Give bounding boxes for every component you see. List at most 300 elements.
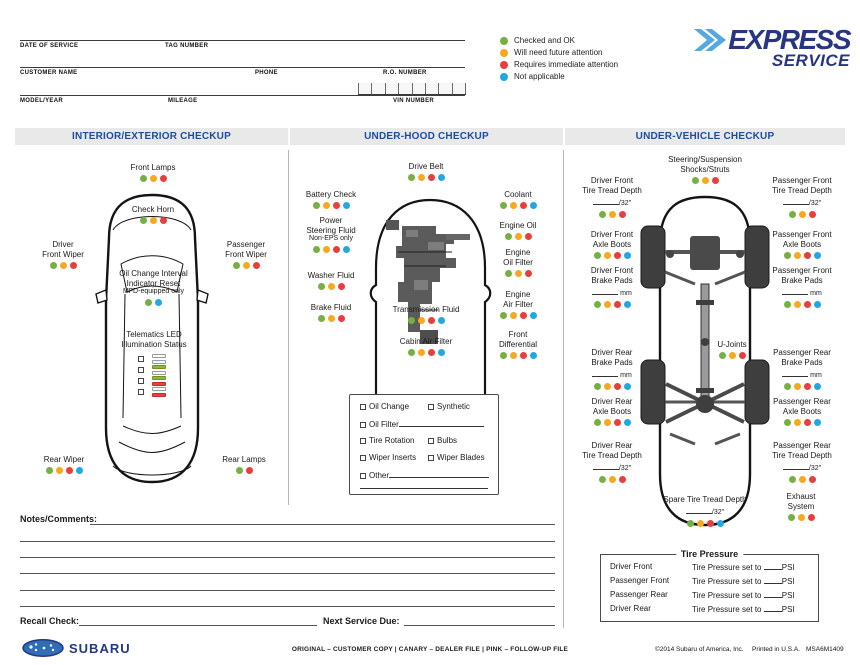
- notes-line[interactable]: [20, 541, 555, 542]
- status-dot-yellow[interactable]: [604, 252, 611, 259]
- status-dot-yellow[interactable]: [794, 252, 801, 259]
- notes-line[interactable]: [20, 606, 555, 607]
- status-dots[interactable]: [292, 202, 370, 209]
- check-item-rear-wiper: [20, 455, 108, 474]
- status-dot-red[interactable]: [428, 174, 435, 181]
- services-extra-line[interactable]: [360, 488, 488, 489]
- status-dot-red[interactable]: [70, 262, 77, 269]
- status-dot-yellow[interactable]: [697, 520, 704, 527]
- status-dots[interactable]: [756, 252, 848, 259]
- oil-filter-write-in[interactable]: [399, 419, 484, 427]
- status-dot-red[interactable]: [619, 476, 626, 483]
- status-dots[interactable]: [566, 301, 658, 308]
- legend-dot-green: [500, 37, 508, 45]
- item-label: Oil Change Interval: [119, 269, 188, 278]
- ro-number-label: R.O. NUMBER: [383, 70, 427, 76]
- tire-pressure-row-label: Driver Rear: [610, 604, 651, 613]
- other-write-in[interactable]: [389, 470, 489, 478]
- item-label: Passenger Front: [772, 266, 832, 275]
- psi-blank[interactable]: [764, 562, 782, 570]
- service-label: Wiper Inserts: [369, 453, 417, 462]
- service-option-wiper-blades: [428, 453, 485, 462]
- status-dot-red[interactable]: [804, 252, 811, 259]
- status-dot-blue[interactable]: [624, 383, 631, 390]
- measurement-field: [756, 287, 848, 298]
- item-label: Transmission Fluid: [392, 305, 460, 314]
- status-dot-green[interactable]: [719, 352, 726, 359]
- measure-unit: mm: [810, 289, 822, 297]
- measure-unit: mm: [620, 289, 632, 297]
- status-dot-red[interactable]: [808, 514, 815, 521]
- tire-pressure-row-label: Passenger Front: [610, 576, 670, 585]
- item-label: System: [787, 501, 815, 511]
- status-dot-red[interactable]: [614, 383, 621, 390]
- measure-blank[interactable]: [783, 197, 809, 205]
- status-dot-blue[interactable]: [438, 317, 445, 324]
- status-dot-red[interactable]: [428, 317, 435, 324]
- status-dot-green[interactable]: [500, 202, 507, 209]
- item-label: Power: [319, 216, 343, 225]
- status-dot-blue[interactable]: [814, 252, 821, 259]
- status-dot-yellow[interactable]: [604, 419, 611, 426]
- check-item-front-lamps: [103, 163, 203, 182]
- status-dot-blue[interactable]: [343, 246, 350, 253]
- service-option-other: [360, 470, 489, 480]
- check-item-driver-front-brake-pads: [566, 266, 658, 308]
- status-dots[interactable]: [756, 476, 848, 483]
- status-dots[interactable]: [756, 383, 848, 390]
- status-dot-red[interactable]: [520, 352, 527, 359]
- synthetic-checkbox[interactable]: [428, 404, 434, 410]
- telematics-led-status: [98, 330, 210, 349]
- status-dot-green[interactable]: [233, 262, 240, 269]
- next-service-due-line[interactable]: [404, 625, 555, 626]
- measure-blank[interactable]: [782, 369, 808, 377]
- status-dot-green[interactable]: [408, 349, 415, 356]
- oil-change-checkbox[interactable]: [360, 404, 366, 410]
- status-dot-green[interactable]: [599, 476, 606, 483]
- status-dot-yellow[interactable]: [609, 476, 616, 483]
- status-dot-red[interactable]: [253, 262, 260, 269]
- status-dots[interactable]: [566, 252, 658, 259]
- tire-pressure-row-value: [692, 604, 795, 614]
- check-item-check-horn: [103, 205, 203, 224]
- status-dots[interactable]: [478, 233, 558, 240]
- status-dot-red[interactable]: [804, 419, 811, 426]
- status-dot-red[interactable]: [520, 202, 527, 209]
- status-dot-blue[interactable]: [814, 301, 821, 308]
- measure-unit: /32": [618, 464, 632, 472]
- status-dot-green[interactable]: [505, 270, 512, 277]
- check-item-driver-rear-tire-tread: [566, 441, 658, 483]
- status-dot-yellow[interactable]: [604, 301, 611, 308]
- status-dots[interactable]: [478, 312, 558, 319]
- check-item-spare-tire-tread: [645, 495, 765, 527]
- status-dots[interactable]: [566, 211, 658, 218]
- check-item-battery-check: [292, 190, 370, 209]
- item-label: Rear Wiper: [43, 455, 85, 464]
- status-dot-green[interactable]: [140, 175, 147, 182]
- check-item-driver-front-axle-boots: [566, 230, 658, 259]
- status-dot-red[interactable]: [614, 301, 621, 308]
- under-hood-header: UNDER-HOOD CHECKUP: [290, 128, 563, 145]
- telematics-checkbox[interactable]: [138, 356, 144, 362]
- status-dot-green[interactable]: [594, 383, 601, 390]
- status-dot-red[interactable]: [333, 202, 340, 209]
- measure-unit: /32": [618, 199, 632, 207]
- measurement-field: [756, 462, 848, 473]
- status-dot-green[interactable]: [788, 514, 795, 521]
- status-dots[interactable]: [645, 520, 765, 527]
- status-dots[interactable]: [566, 476, 658, 483]
- status-dot-yellow[interactable]: [418, 174, 425, 181]
- status-dot-green[interactable]: [784, 252, 791, 259]
- item-label: Steering Fluid: [306, 225, 356, 235]
- tire-pressure-row-value: [692, 576, 795, 586]
- item-label: Passenger Rear: [773, 441, 831, 450]
- status-dots[interactable]: [566, 419, 658, 426]
- status-dot-red[interactable]: [809, 211, 816, 218]
- status-dot-yellow[interactable]: [328, 283, 335, 290]
- status-dot-yellow[interactable]: [323, 202, 330, 209]
- status-dot-green[interactable]: [500, 312, 507, 319]
- status-dot-red[interactable]: [614, 419, 621, 426]
- status-dot-green[interactable]: [408, 174, 415, 181]
- status-dot-red[interactable]: [739, 352, 746, 359]
- status-dot-yellow[interactable]: [500, 49, 508, 57]
- status-dot-green[interactable]: [784, 419, 791, 426]
- engine-bay-drawing: [368, 190, 493, 400]
- status-dot-red[interactable]: [614, 252, 621, 259]
- status-dot-red[interactable]: [525, 233, 532, 240]
- status-dot-yellow[interactable]: [323, 246, 330, 253]
- status-dot-blue[interactable]: [624, 301, 631, 308]
- notes-line[interactable]: [90, 524, 555, 525]
- service-label: Wiper Blades: [437, 453, 485, 462]
- status-dot-red[interactable]: [804, 301, 811, 308]
- legend-item-checked-ok: [500, 36, 575, 45]
- wiper-blades-checkbox[interactable]: [428, 455, 434, 461]
- item-label: Driver Rear: [591, 397, 633, 406]
- status-dot-red[interactable]: [160, 175, 167, 182]
- vin-number-field[interactable]: [358, 83, 466, 95]
- led-bar-red: [152, 382, 166, 386]
- notes-comments-label: Notes/Comments:: [20, 514, 98, 524]
- item-label: Driver Front: [590, 266, 634, 275]
- status-dot-blue[interactable]: [438, 174, 445, 181]
- status-dot-yellow[interactable]: [794, 301, 801, 308]
- item-label: Coolant: [504, 190, 532, 199]
- status-dots[interactable]: [478, 270, 558, 277]
- status-dots[interactable]: [103, 175, 203, 182]
- service-option-tire-rotation: [360, 436, 415, 445]
- status-dot-green[interactable]: [692, 177, 699, 184]
- status-dot-red[interactable]: [520, 312, 527, 319]
- led-bar-empty: [152, 387, 166, 391]
- status-dots[interactable]: [756, 301, 848, 308]
- status-dot-green[interactable]: [784, 383, 791, 390]
- status-dot-red[interactable]: [712, 177, 719, 184]
- status-dot-yellow[interactable]: [799, 211, 806, 218]
- psi-label: PSI: [781, 563, 795, 572]
- status-dot-red[interactable]: [809, 476, 816, 483]
- status-dots[interactable]: [700, 352, 764, 359]
- item-label: Axle Boots: [782, 239, 822, 249]
- notes-line[interactable]: [20, 557, 555, 558]
- status-dot-red[interactable]: [338, 315, 345, 322]
- status-dot-red[interactable]: [246, 467, 253, 474]
- status-dot-red[interactable]: [338, 283, 345, 290]
- item-label: Tire Tread Depth: [582, 185, 642, 195]
- psi-blank[interactable]: [764, 590, 782, 598]
- item-label: Exhaust: [786, 492, 816, 501]
- led-bar-empty: [152, 371, 166, 375]
- status-dot-green[interactable]: [789, 476, 796, 483]
- status-dots[interactable]: [376, 349, 476, 356]
- logo-service-text: SERVICE: [771, 51, 850, 70]
- measure-blank[interactable]: [782, 287, 808, 295]
- status-dots[interactable]: [20, 467, 108, 474]
- status-dot-yellow[interactable]: [794, 383, 801, 390]
- set-to-label: Tire Pressure set to: [692, 591, 762, 600]
- measure-blank[interactable]: [592, 369, 618, 377]
- psi-blank[interactable]: [764, 604, 782, 612]
- check-item-brake-fluid: [292, 303, 370, 322]
- check-item-driver-rear-brake-pads: [566, 348, 658, 390]
- tire-pressure-row-value: [692, 562, 795, 572]
- status-dot-red[interactable]: [525, 270, 532, 277]
- measure-blank[interactable]: [783, 462, 809, 470]
- oil-filter-checkbox[interactable]: [360, 422, 366, 428]
- telematics-checkbox[interactable]: [138, 389, 144, 395]
- column-divider-1: [288, 150, 289, 505]
- item-label: Driver Front: [590, 230, 634, 239]
- measure-unit: /32": [808, 199, 822, 207]
- item-label: Cabin Air Filter: [399, 337, 453, 346]
- item-label: Axle Boots: [592, 406, 632, 416]
- status-dot-green[interactable]: [594, 252, 601, 259]
- item-label: Air Filter: [503, 299, 533, 309]
- status-dot-yellow[interactable]: [328, 315, 335, 322]
- model-year-label: MODEL/YEAR: [20, 98, 64, 104]
- status-dot-yellow[interactable]: [150, 217, 157, 224]
- status-dot-yellow[interactable]: [510, 312, 517, 319]
- item-sublabel: MFD-equipped only: [122, 288, 185, 296]
- status-dot-yellow[interactable]: [604, 383, 611, 390]
- recall-check-line[interactable]: [79, 625, 317, 626]
- logo-arrow-icon: [694, 28, 726, 52]
- status-dot-yellow[interactable]: [515, 270, 522, 277]
- check-item-passenger-front-tire-tread: [756, 176, 848, 218]
- check-item-driver-rear-axle-boots: [566, 397, 658, 426]
- psi-label: PSI: [781, 605, 795, 614]
- status-dot-green[interactable]: [145, 299, 152, 306]
- status-dots[interactable]: [756, 211, 848, 218]
- item-label: Check Horn: [131, 205, 175, 214]
- status-dot-green[interactable]: [687, 520, 694, 527]
- status-dot-yellow[interactable]: [418, 349, 425, 356]
- status-dots[interactable]: [478, 202, 558, 209]
- status-dot-red[interactable]: [333, 246, 340, 253]
- status-dot-blue[interactable]: [530, 312, 537, 319]
- tire-pressure-title: Tire Pressure: [676, 549, 743, 559]
- status-dot-yellow[interactable]: [729, 352, 736, 359]
- status-dot-yellow[interactable]: [243, 262, 250, 269]
- status-dot-green[interactable]: [236, 467, 243, 474]
- wiper-inserts-checkbox[interactable]: [360, 455, 366, 461]
- item-label: Passenger: [226, 240, 266, 249]
- tire-pressure-row-value: [692, 590, 795, 600]
- status-dots[interactable]: [200, 262, 292, 269]
- status-dot-red[interactable]: [707, 520, 714, 527]
- status-dots[interactable]: [566, 383, 658, 390]
- status-dot-green[interactable]: [318, 283, 325, 290]
- status-dot-blue[interactable]: [624, 252, 631, 259]
- status-dot-yellow[interactable]: [794, 419, 801, 426]
- status-dot-blue[interactable]: [530, 202, 537, 209]
- status-dot-green[interactable]: [408, 317, 415, 324]
- measurement-field: [566, 287, 658, 298]
- status-dots[interactable]: [478, 352, 558, 359]
- telematics-checkbox[interactable]: [138, 378, 144, 384]
- check-item-passenger-rear-brake-pads: [756, 348, 848, 390]
- item-label: Axle Boots: [782, 406, 822, 416]
- status-dots[interactable]: [756, 419, 848, 426]
- check-item-passenger-rear-axle-boots: [756, 397, 848, 426]
- service-option-oil-change: [360, 402, 409, 411]
- status-dot-yellow[interactable]: [702, 177, 709, 184]
- status-dot-blue[interactable]: [500, 73, 508, 81]
- status-dot-red[interactable]: [619, 211, 626, 218]
- status-dot-yellow[interactable]: [56, 467, 63, 474]
- status-dot-yellow[interactable]: [60, 262, 67, 269]
- tire-pressure-row-label: Passenger Rear: [610, 590, 668, 599]
- bulbs-checkbox[interactable]: [428, 438, 434, 444]
- item-label: Engine: [505, 290, 531, 299]
- notes-line[interactable]: [20, 573, 555, 574]
- status-dot-blue[interactable]: [624, 419, 631, 426]
- service-label: Tire Rotation: [369, 436, 415, 445]
- status-dot-green[interactable]: [594, 301, 601, 308]
- legend-label: Requires immediate attention: [514, 60, 619, 69]
- telematics-option-row: [138, 365, 166, 375]
- status-dot-red[interactable]: [500, 61, 508, 69]
- check-item-u-joints: [700, 340, 764, 359]
- measure-blank[interactable]: [593, 197, 619, 205]
- status-dot-green[interactable]: [594, 419, 601, 426]
- psi-label: PSI: [781, 577, 795, 586]
- measure-blank[interactable]: [592, 287, 618, 295]
- item-label: Spare Tire Tread Depth: [663, 495, 747, 504]
- status-dots[interactable]: [18, 262, 108, 269]
- status-dot-green[interactable]: [500, 37, 508, 45]
- service-option-synthetic: [428, 402, 470, 411]
- measure-blank[interactable]: [686, 506, 712, 514]
- psi-blank[interactable]: [764, 576, 782, 584]
- status-dot-blue[interactable]: [438, 349, 445, 356]
- check-item-rear-lamps: [200, 455, 288, 474]
- status-dot-green[interactable]: [50, 262, 57, 269]
- status-dots[interactable]: [376, 174, 476, 181]
- status-dot-green[interactable]: [599, 211, 606, 218]
- legend-label: Not applicable: [514, 72, 565, 81]
- item-label: Brake Pads: [781, 357, 823, 367]
- status-dot-green[interactable]: [505, 233, 512, 240]
- service-label: Other: [369, 471, 390, 480]
- telematics-checkbox[interactable]: [138, 367, 144, 373]
- status-dots[interactable]: [292, 246, 370, 253]
- status-dots[interactable]: [96, 299, 211, 306]
- tire-rotation-checkbox[interactable]: [360, 438, 366, 444]
- status-dot-green[interactable]: [789, 211, 796, 218]
- status-dot-green[interactable]: [46, 467, 53, 474]
- status-dot-yellow[interactable]: [510, 352, 517, 359]
- status-dots[interactable]: [770, 514, 832, 521]
- status-dot-green[interactable]: [313, 202, 320, 209]
- status-dot-yellow[interactable]: [150, 175, 157, 182]
- status-dots[interactable]: [103, 217, 203, 224]
- status-dot-blue[interactable]: [814, 419, 821, 426]
- measure-blank[interactable]: [593, 462, 619, 470]
- check-item-passenger-front-wiper: [200, 240, 292, 269]
- status-dot-blue[interactable]: [717, 520, 724, 527]
- status-dots[interactable]: [376, 317, 476, 324]
- check-item-cabin-air-filter: [376, 337, 476, 356]
- status-dot-red[interactable]: [66, 467, 73, 474]
- status-dots[interactable]: [645, 177, 765, 184]
- status-dots[interactable]: [292, 315, 370, 322]
- check-item-power-steering-fluid: [292, 216, 370, 253]
- check-item-coolant: [478, 190, 558, 209]
- status-dot-green[interactable]: [313, 246, 320, 253]
- status-dot-yellow[interactable]: [609, 211, 616, 218]
- status-dot-green[interactable]: [784, 301, 791, 308]
- status-dot-yellow[interactable]: [418, 317, 425, 324]
- set-to-label: Tire Pressure set to: [692, 563, 762, 572]
- undercarriage-drawing: [640, 192, 770, 530]
- status-dot-red[interactable]: [160, 217, 167, 224]
- check-item-engine-oil: [478, 221, 558, 240]
- led-bar-green: [152, 365, 166, 369]
- status-dot-red[interactable]: [428, 349, 435, 356]
- status-dot-blue[interactable]: [155, 299, 162, 306]
- status-dot-blue[interactable]: [76, 467, 83, 474]
- status-dot-blue[interactable]: [814, 383, 821, 390]
- logo-express-text: EXPRESS: [728, 24, 850, 55]
- status-dot-yellow[interactable]: [798, 514, 805, 521]
- status-dot-green[interactable]: [140, 217, 147, 224]
- status-dot-yellow[interactable]: [799, 476, 806, 483]
- status-dot-green[interactable]: [500, 352, 507, 359]
- legend-label: Will need future attention: [514, 48, 603, 57]
- status-dot-yellow[interactable]: [510, 202, 517, 209]
- status-dot-yellow[interactable]: [515, 233, 522, 240]
- status-dot-blue[interactable]: [530, 352, 537, 359]
- item-label: Tire Tread Depth: [772, 450, 832, 460]
- form-part-number: MSA6M1409: [806, 646, 844, 653]
- item-label: Oil Filter: [503, 257, 533, 267]
- other-checkbox[interactable]: [360, 473, 366, 479]
- status-dots[interactable]: [292, 283, 370, 290]
- notes-line[interactable]: [20, 590, 555, 591]
- column-divider-2: [563, 150, 564, 628]
- under-vehicle-header: UNDER-VEHICLE CHECKUP: [565, 128, 845, 145]
- status-dots[interactable]: [200, 467, 288, 474]
- check-item-passenger-front-brake-pads: [756, 266, 848, 308]
- status-dot-green[interactable]: [318, 315, 325, 322]
- status-dot-red[interactable]: [804, 383, 811, 390]
- status-dot-blue[interactable]: [343, 202, 350, 209]
